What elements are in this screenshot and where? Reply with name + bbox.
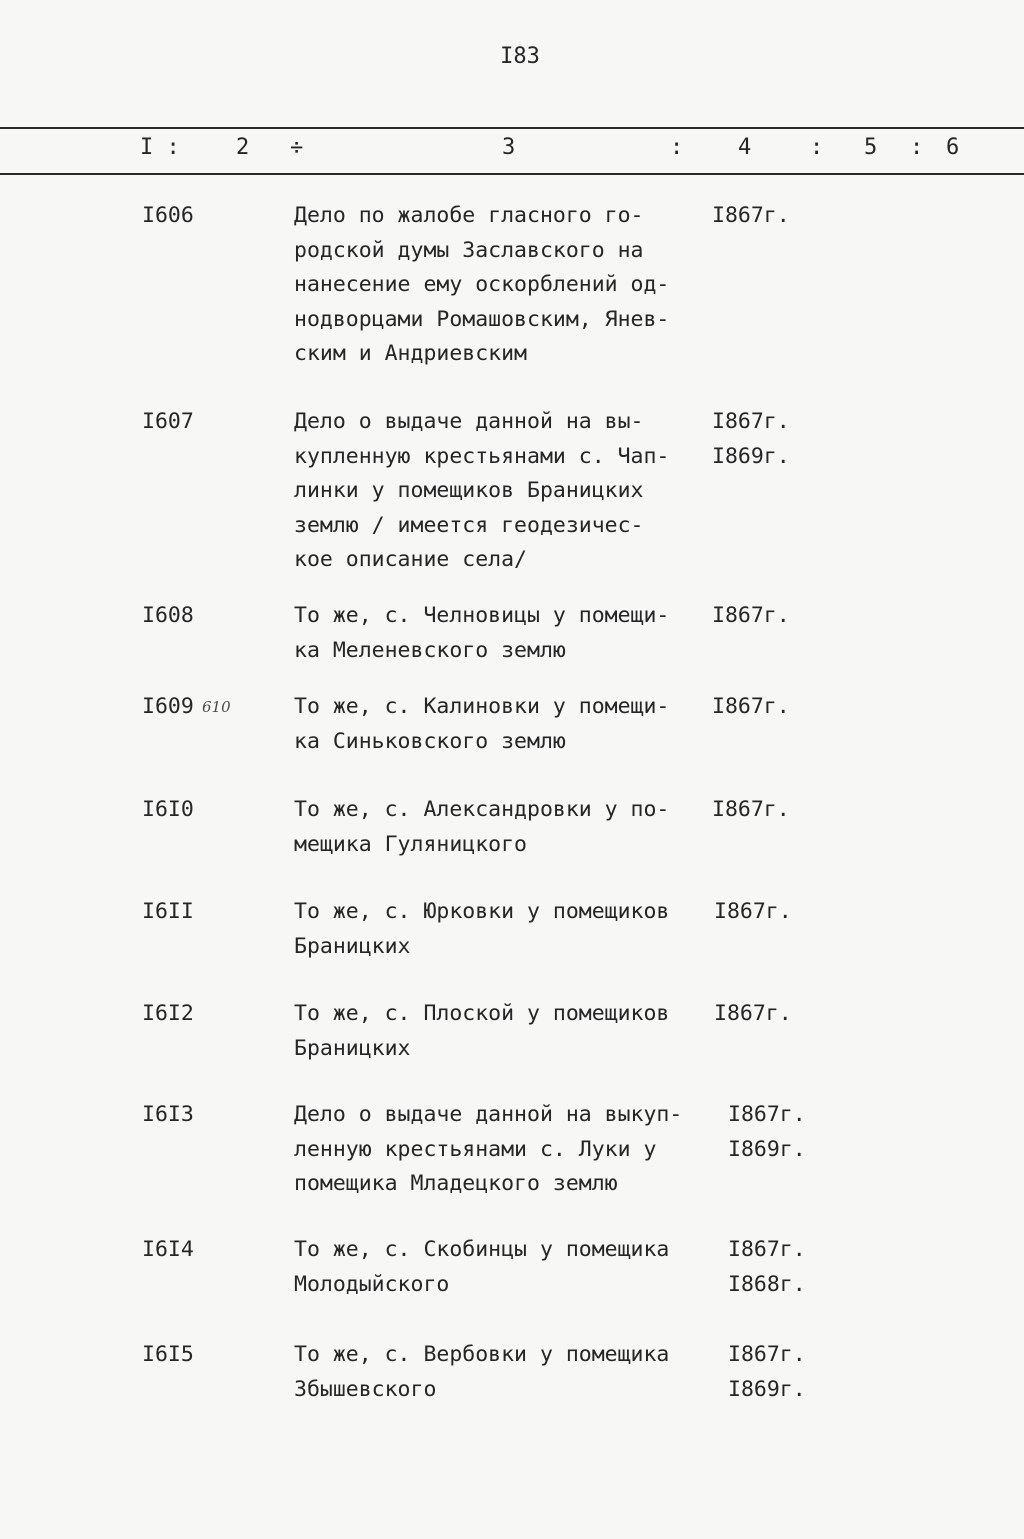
entry-title-line: То же, с. Скобинцы у помещика	[294, 1237, 670, 1262]
entry-title-line: Дело о выдаче данной на выкуп-	[294, 1102, 683, 1127]
entry-date: I867г.	[712, 603, 790, 628]
page-number: I83	[500, 44, 540, 69]
entry-title-line: То же, с. Челновицы у помещи-	[294, 603, 670, 628]
entry-dates	[712, 599, 790, 634]
entry-number: I6I5	[142, 1342, 194, 1367]
entry-date: I867г.	[728, 1237, 806, 1262]
entry-number: I609	[142, 694, 194, 719]
col-separator: ÷	[290, 135, 304, 160]
entry-title-line: кое описание села/	[294, 547, 527, 572]
col-header-1: I :	[140, 135, 180, 160]
col-separator: :	[910, 135, 924, 160]
entry-number: I6I2	[142, 1001, 194, 1026]
entry-title	[294, 895, 669, 964]
entry-date: I867г.	[712, 203, 790, 228]
entry-dates	[714, 997, 792, 1032]
col-separator: :	[810, 135, 824, 160]
col-separator: :	[670, 135, 684, 160]
entry-title-line: мещика Гуляницкого	[294, 831, 527, 857]
entry-dates	[728, 1098, 806, 1167]
entry-title-line: родской думы Заславского на	[294, 237, 644, 263]
entry-title-line: Молодыйского	[294, 1271, 450, 1297]
entry-date: I868г.	[728, 1271, 806, 1297]
entry-date: I867г.	[728, 1342, 806, 1367]
entry-title-line: То же, с. Юрковки у помещиков	[294, 899, 670, 924]
entry-title-line: линки у помещиков Браницких	[294, 478, 644, 503]
entry-date: I867г.	[712, 409, 790, 434]
entry-title-line: ленную крестьянами с. Луки у	[294, 1136, 657, 1162]
entry-dates	[728, 1338, 806, 1407]
entry-title-line: ским и Андриевским	[294, 341, 527, 366]
entry-dates	[712, 690, 790, 725]
entry-title-line: То же, с. Плоской у помещиков	[294, 1001, 670, 1026]
entry-number: I607	[142, 409, 194, 434]
entry-title-line: Браницких	[294, 933, 411, 959]
col-header-4: 4	[738, 135, 752, 160]
entry-date: I869г.	[728, 1136, 806, 1162]
entry-date: I869г.	[712, 443, 790, 469]
entry-number: I6I0	[142, 797, 194, 822]
entry-title-line: нодворцами Ромашовским, Янев-	[294, 306, 670, 332]
entry-title	[294, 1098, 682, 1202]
entry-title-line: Збышевского	[294, 1376, 437, 1402]
entry-title-line: То же, с. Александровки у по-	[294, 797, 670, 822]
entry-date: I867г.	[728, 1102, 806, 1127]
entry-date: I869г.	[728, 1376, 806, 1402]
entry-title-line: нанесение ему оскорблений од-	[294, 272, 670, 297]
entry-dates	[728, 1233, 806, 1302]
entry-title	[294, 199, 669, 372]
entry-date: I867г.	[714, 899, 792, 924]
handwritten-note: 610	[202, 698, 231, 716]
entry-dates	[712, 405, 790, 474]
entry-title-line: Браницких	[294, 1035, 411, 1061]
entry-title-line: ка Меленевского землю	[294, 637, 566, 663]
entry-title-line: То же, с. Вербовки у помещика	[294, 1342, 670, 1367]
entry-title-line: Дело о выдаче данной на вы-	[294, 409, 644, 434]
entry-title	[294, 405, 669, 578]
entry-title-line: купленную крестьянами с. Чап-	[294, 443, 670, 469]
entry-title	[294, 599, 669, 668]
entry-title	[294, 1338, 669, 1407]
entry-dates	[712, 793, 790, 828]
entry-dates	[714, 895, 792, 930]
entry-dates	[712, 199, 790, 234]
col-header-6: 6	[946, 135, 960, 160]
entry-title	[294, 1233, 669, 1302]
header-bottom-rule	[0, 173, 1024, 175]
entry-number: I608	[142, 603, 194, 628]
col-header-3: 3	[502, 135, 516, 160]
entry-number: I6I4	[142, 1237, 194, 1262]
entry-date: I867г.	[712, 797, 790, 822]
col-header-2: 2	[236, 135, 250, 160]
col-header-5: 5	[864, 135, 878, 160]
entry-title-line: Дело по жалобе гласного го-	[294, 203, 644, 228]
entry-title	[294, 793, 669, 862]
entry-title-line: землю / имеется геодезичес-	[294, 512, 644, 538]
entry-title-line: ка Синьковского землю	[294, 728, 566, 754]
entry-title-line: помещика Младецкого землю	[294, 1171, 618, 1196]
header-top-rule	[0, 127, 1024, 129]
entry-date: I867г.	[714, 1001, 792, 1026]
entry-title	[294, 690, 669, 759]
entry-date: I867г.	[712, 694, 790, 719]
entry-title	[294, 997, 669, 1066]
entry-title-line: То же, с. Калиновки у помещи-	[294, 694, 670, 719]
entry-number: I6II	[142, 899, 194, 924]
entry-number: I606	[142, 203, 194, 228]
entry-number: I6I3	[142, 1102, 194, 1127]
